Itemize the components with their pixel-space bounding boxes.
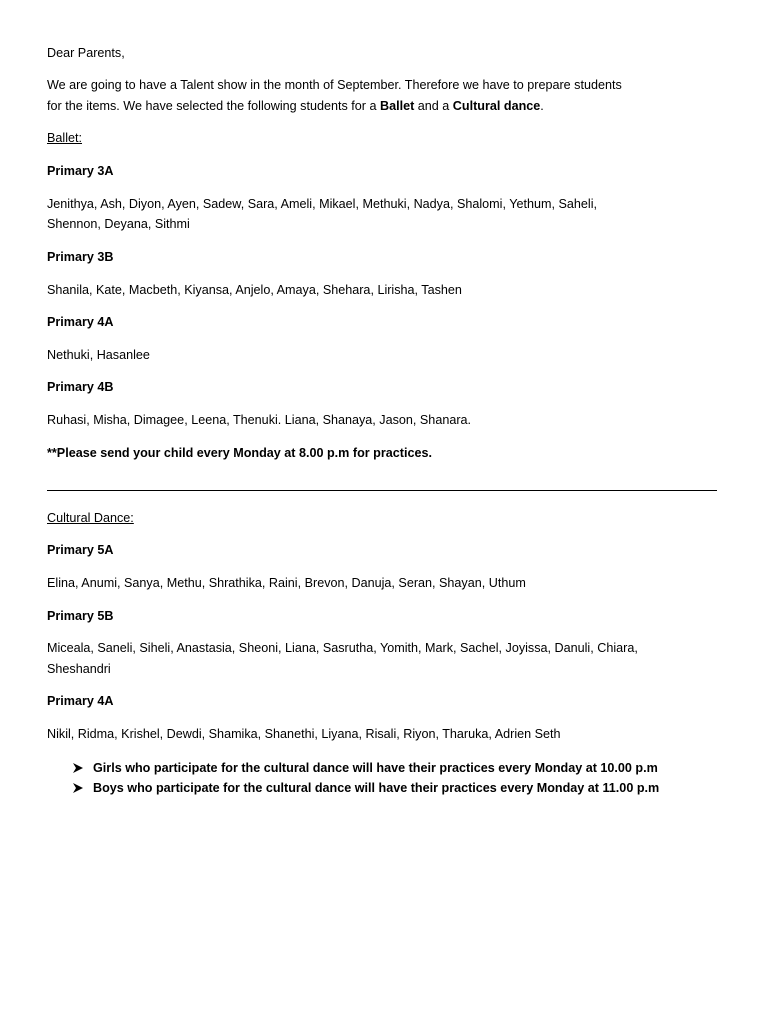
ballet-class-primary-4b: Primary 4B — [47, 380, 114, 394]
intro-line-2-prefix: for the items. We have selected the following students for a — [47, 99, 380, 113]
ballet-students-primary-3b: Shanila, Kate, Macbeth, Kiyansa, Anjelo, Amaya, Shehara, Lirisha, Tashen — [47, 283, 462, 297]
cultural-students-primary-5a: Elina, Anumi, Sanya, Methu, Shrathika, Raini, Brevon, Danuja, Seran, Shayan, Uthum — [47, 576, 526, 590]
cultural-dance-heading: Cultural Dance: — [47, 511, 134, 525]
ballet-students-primary-3a-line-2: Shennon, Deyana, Sithmi — [47, 217, 190, 231]
list-item — [72, 778, 659, 798]
ballet-students-primary-4a: Nethuki, Hasanlee — [47, 348, 150, 362]
arrowhead-bullet-icon — [72, 778, 84, 798]
intro-line-2-end: . — [540, 99, 544, 113]
cultural-class-primary-4a: Primary 4A — [47, 694, 114, 708]
ballet-practice-note: **Please send your child every Monday at 8.00 p.m for practices. — [47, 446, 432, 460]
intro-line-2-mid: and a — [414, 99, 453, 113]
greeting: Dear Parents, — [47, 46, 125, 60]
girls-practice-note: Girls who participate for the cultural dance will have their practices every Monday at 10.00 p.m — [93, 761, 658, 775]
ballet-students-primary-4b: Ruhasi, Misha, Dimagee, Leena, Thenuki. Liana, Shanaya, Jason, Shanara. — [47, 413, 472, 427]
practice-times-list — [72, 758, 659, 798]
boys-practice-note: Boys who participate for the cultural dance will have their practices every Monday at 11.00 p.m — [93, 781, 660, 795]
intro-cultural-dance: Cultural dance — [452, 99, 541, 113]
list-item — [72, 758, 659, 778]
intro-ballet: Ballet — [379, 99, 415, 113]
cultural-students-primary-4a: Nikil, Ridma, Krishel, Dewdi, Shamika, Shanethi, Liyana, Risali, Riyon, Tharuka, Adrien Seth — [47, 727, 561, 741]
ballet-class-primary-4a: Primary 4A — [47, 315, 114, 329]
ballet-class-primary-3b: Primary 3B — [47, 250, 114, 264]
cultural-class-primary-5b: Primary 5B — [47, 609, 114, 623]
ballet-class-primary-3a: Primary 3A — [47, 164, 114, 178]
cultural-students-primary-5b-line-2: Sheshandri — [47, 662, 111, 676]
cultural-students-primary-5b-line-1: Miceala, Saneli, Siheli, Anastasia, Sheoni, Liana, Sasrutha, Yomith, Mark, Sachel, Joyissa, Danuli, Chiara, — [47, 641, 638, 655]
ballet-students-primary-3a-line-1: Jenithya, Ash, Diyon, Ayen, Sadew, Sara, Ameli, Mikael, Methuki, Nadya, Shalomi, Yethum, Saheli, — [47, 197, 597, 211]
section-divider — [47, 490, 717, 491]
cultural-class-primary-5a: Primary 5A — [47, 543, 114, 557]
intro-line-2 — [47, 96, 544, 116]
intro-line-1: We are going to have a Talent show in the month of September. Therefore we have to prepare students — [47, 78, 622, 92]
ballet-heading: Ballet: — [47, 131, 83, 145]
arrowhead-bullet-icon — [72, 758, 84, 778]
